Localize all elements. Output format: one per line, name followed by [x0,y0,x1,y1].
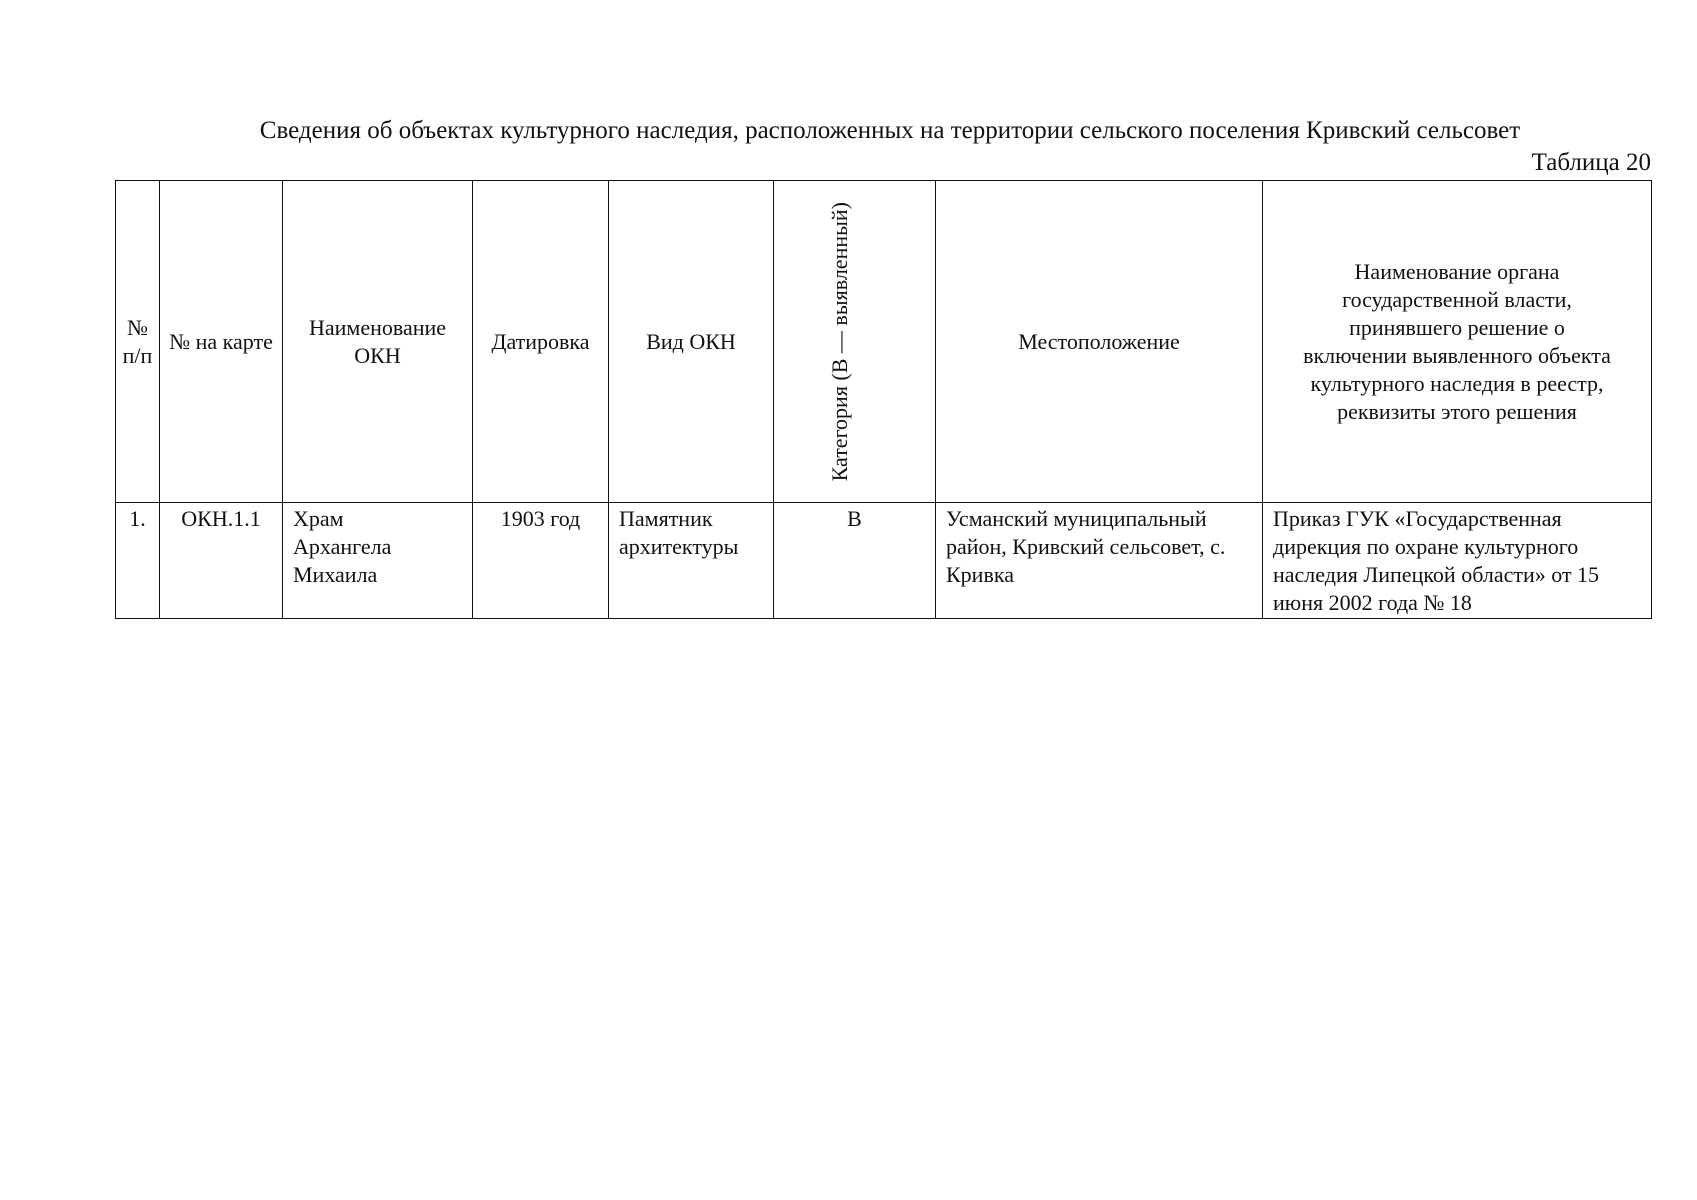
heritage-objects-table [115,180,1652,619]
header-category: Категория (В — выявленный) [826,201,852,482]
cell-location: Усманский муниципальный район, Кривский сельсовет, с. Кривка [936,503,1263,619]
header-object-name: Наименование ОКН [283,181,473,503]
table-header-row [116,181,1652,503]
table-number-label: Таблица 20 [1531,149,1651,176]
cell-object-type: Памятник архитектуры [609,503,774,619]
header-map-number: № на карте [160,181,283,503]
cell-row-number: 1. [116,503,160,619]
header-row-number: № п/п [116,181,160,503]
header-dating: Датировка [473,181,609,503]
cell-category: В [774,503,936,619]
cell-object-name: Храм Архангела Михаила [283,503,473,619]
cell-authority: Приказ ГУК «Государственная дирекция по охране культурного наследия Липецкой области» от 15 июня 2002 года № 18 [1263,503,1652,619]
document-title: Сведения об объектах культурного наследия, расположенных на территории сельского поселения Кривский сельсовет [259,117,1521,144]
header-location: Местоположение [936,181,1263,503]
table-row [116,503,1652,619]
cell-dating: 1903 год [473,503,609,619]
header-category-cell [774,181,936,503]
header-authority: Наименование органа государственной власти, принявшего решение о включении выявленного объекта культурного наследия в реестр, реквизиты этого решения [1263,181,1652,503]
cell-map-number: ОКН.1.1 [160,503,283,619]
header-object-type: Вид ОКН [609,181,774,503]
